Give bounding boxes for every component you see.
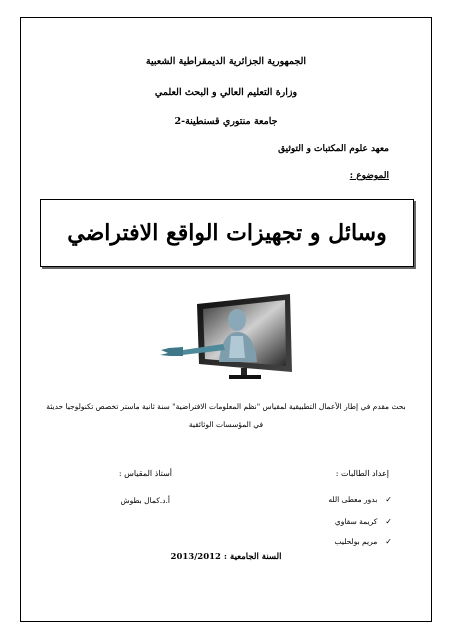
supervisor-name: أ.د.كمال بطوش [120,496,170,505]
virtual-reality-illustration [155,292,295,382]
title-box [40,199,414,267]
student-item [328,495,392,504]
check-icon: ✓ [385,517,392,526]
prepared-by-label: إعداد الطالبات : [335,469,389,478]
student-item [335,517,392,526]
ministry-heading: وزارة التعليم العالي و البحث العلمي [154,87,298,98]
description-line-2: في المؤسسات الوثائقية [188,420,264,429]
check-icon: ✓ [385,495,392,504]
institute-heading: معهد علوم المكتبات و التوثيق [278,144,389,154]
student-name: مريم بولحليب [334,537,378,546]
description-line-1: بحث مقدم في إطار الأعمال التطبيقية لمقياس "نظم المعلومات الافتراضية" سنة ثانية ماستر تخصص تكنولوجيا حديثة [46,402,406,411]
student-name: بدور معطى الله [328,495,378,504]
republic-heading: الجمهورية الجزائرية الديمقراطية الشعبية [145,56,307,67]
document-title: وسائل و تجهيزات الواقع الافتراضي [67,220,387,246]
subject-label: الموضوع : [349,171,389,181]
supervisor-label: أستاذ المقياس : [118,469,172,478]
academic-year: السنة الجامعية : 2013/2012 [170,552,282,562]
student-item [334,537,392,546]
university-heading: جامعة منتوري قسنطينة-2 [174,116,278,127]
check-icon: ✓ [385,537,392,546]
student-name: كريمة سقاوي [334,517,378,526]
